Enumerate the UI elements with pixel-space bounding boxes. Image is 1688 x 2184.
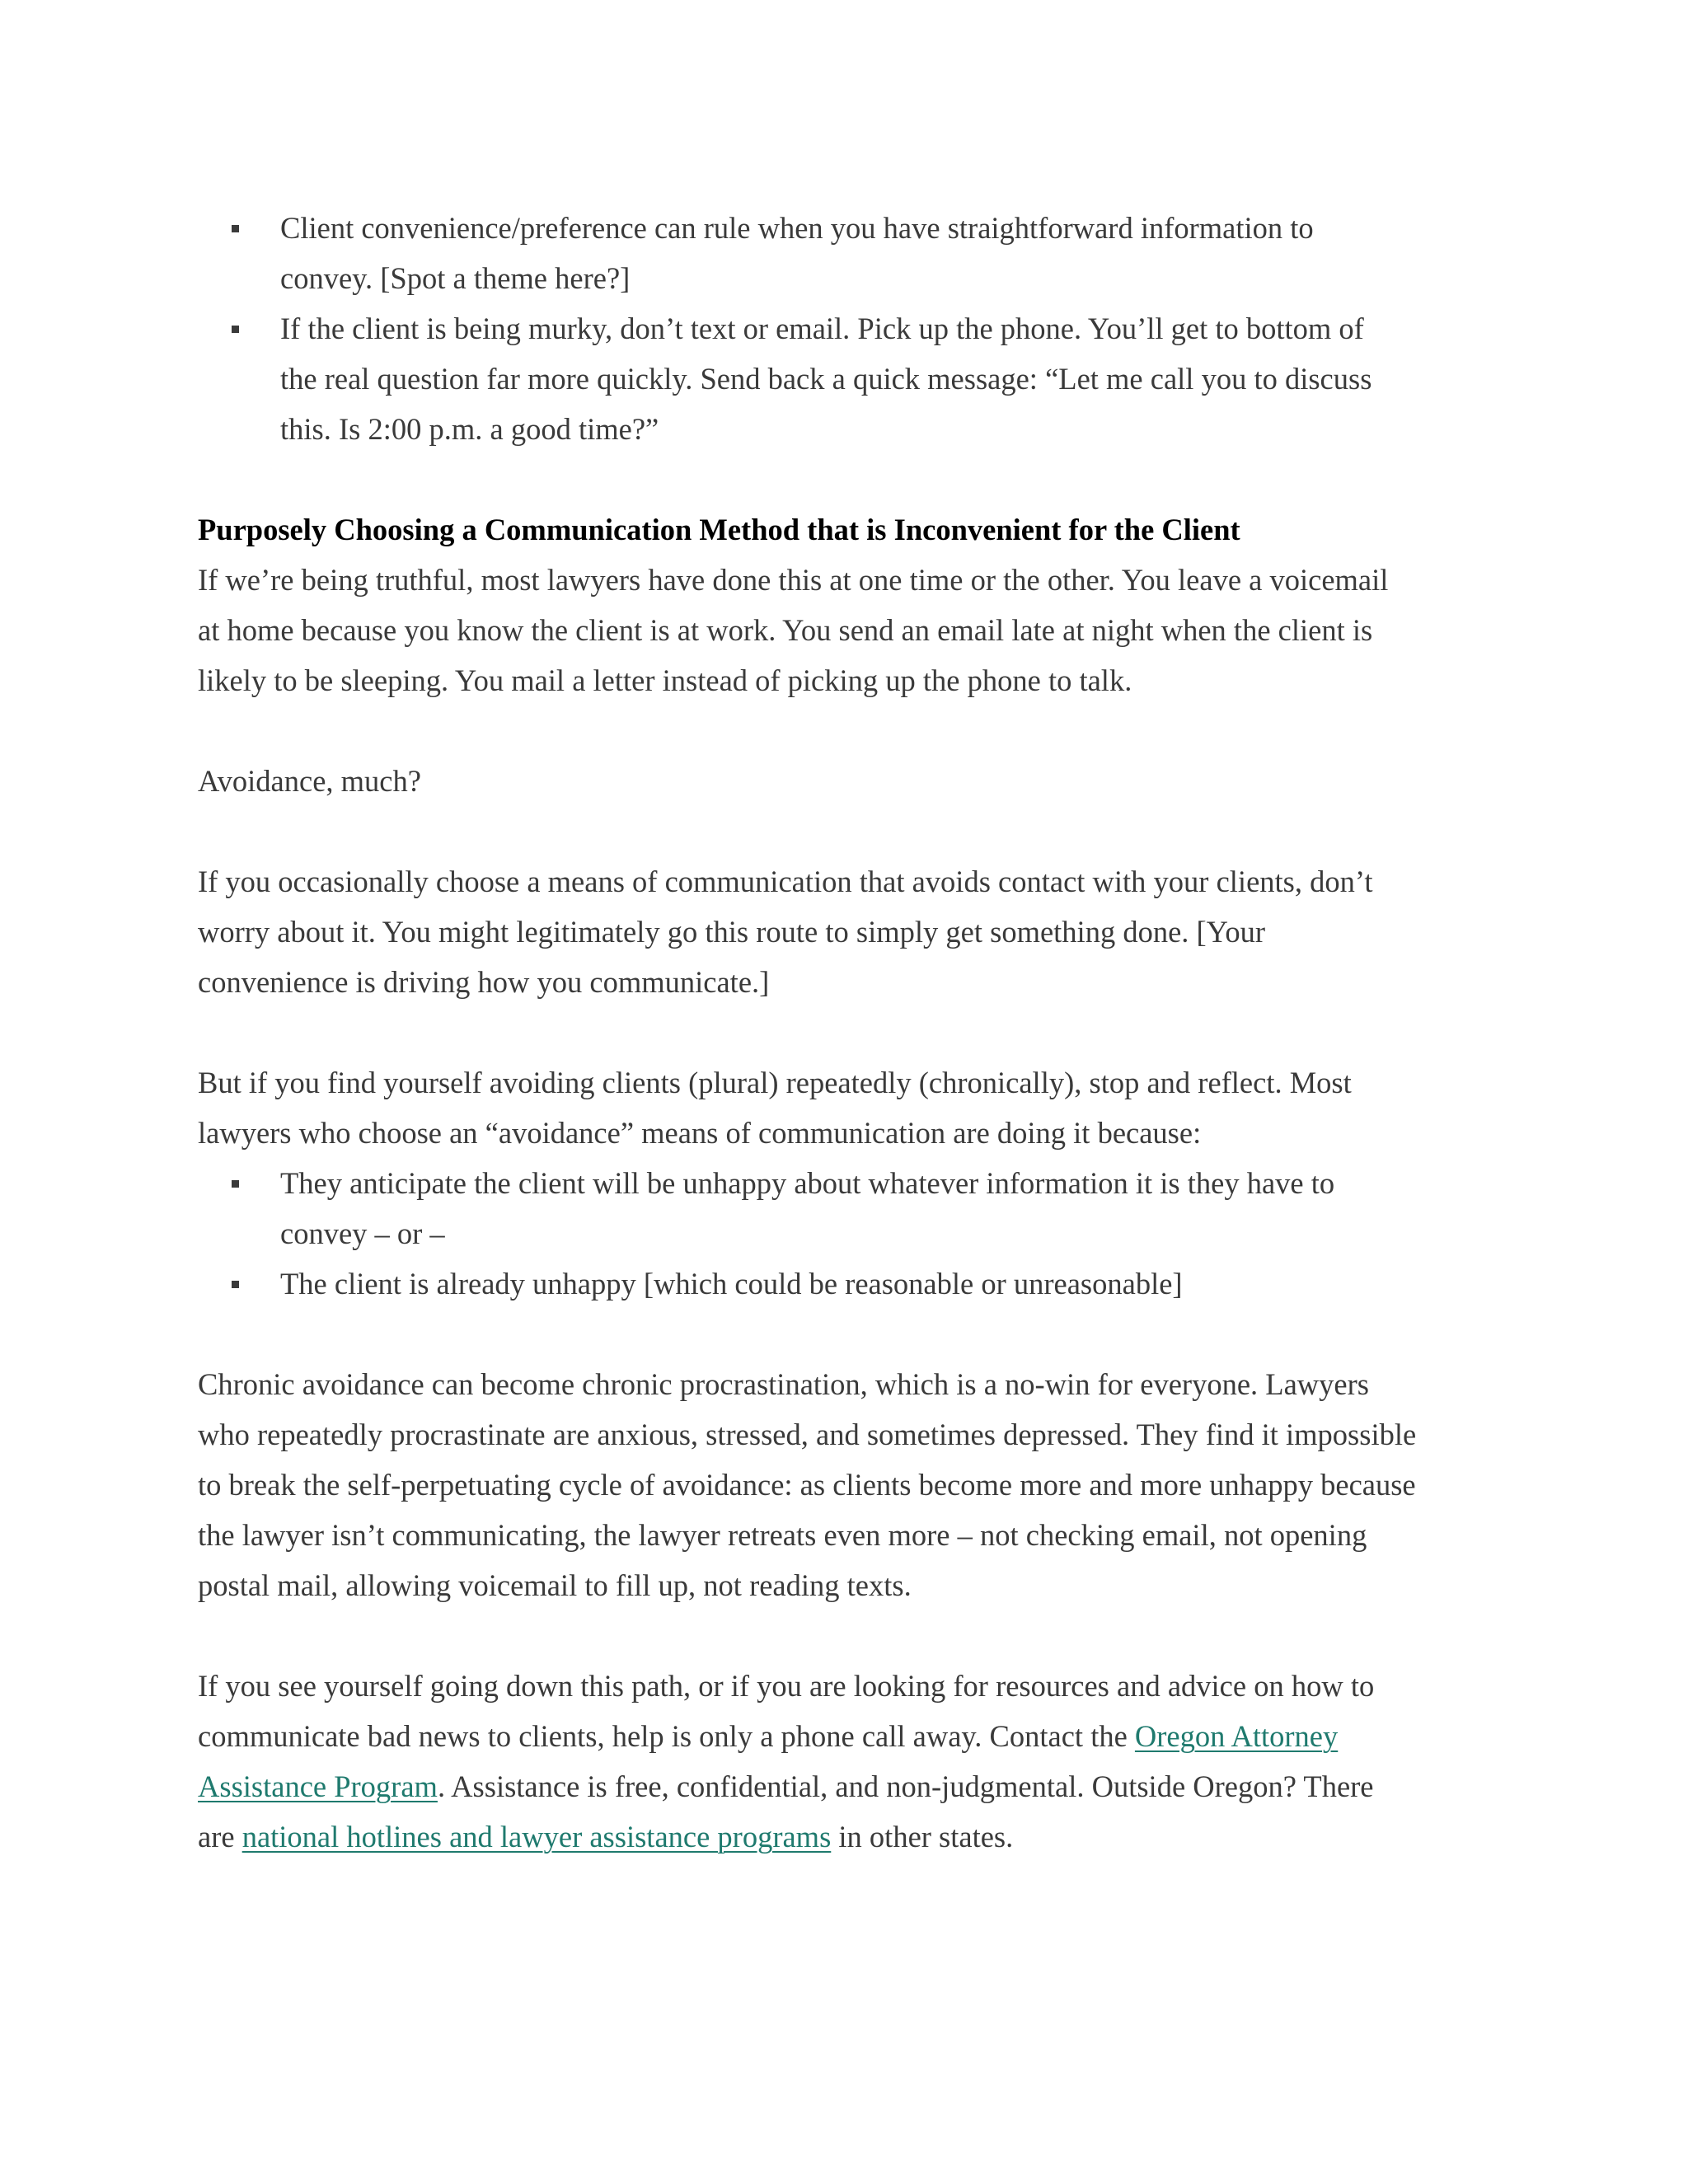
list-item [198,1158,1504,1258]
list-item-line: convey. [Spot a theme here?] [280,261,631,295]
list-item-line: If the client is being murky, don’t text or email. Pick up the phone. You’ll get to bottom of [280,312,1364,345]
paragraph-line: at home because you know the client is at work. You send an email late at night when the client is [198,613,1373,647]
national-hotlines-link[interactable]: national hotlines and lawyer assistance programs [241,1820,832,1854]
paragraph-truthful [198,555,1504,705]
list-item-line: convey – or – [280,1216,445,1250]
section-heading: Purposely Choosing a Communication Method that is Inconvenient for the Client [198,513,1240,546]
paragraph-line [198,1711,1504,1761]
square-bullet-icon [232,1281,239,1288]
paragraph-line: postal mail, allowing voicemail to fill up, not reading texts. [198,1568,912,1602]
oregon-attorney-assistance-program-link-continued[interactable]: Assistance Program [198,1769,438,1803]
list-item [198,1258,1504,1309]
paragraph-line: lawyers who choose an “avoidance” means of communication are doing it because: [198,1116,1202,1150]
paragraph-avoidance: Avoidance, much? [198,764,421,798]
paragraph-occasionally [198,856,1504,1007]
list-item-line: the real question far more quickly. Send back a quick message: “Let me call you to discuss [280,362,1372,396]
paragraph-text: are [198,1820,242,1854]
document-page [198,203,1504,1862]
paragraph-line: Chronic avoidance can become chronic procrastination, which is a no-win for everyone. Lawyers [198,1367,1369,1401]
top-bullet-list [198,203,1504,454]
bottom-bullet-list [198,1158,1504,1309]
paragraph-line: likely to be sleeping. You mail a letter instead of picking up the phone to talk. [198,663,1132,697]
square-bullet-icon [232,225,239,232]
list-item-line: this. Is 2:00 p.m. a good time?” [280,412,659,446]
paragraph-line: If you occasionally choose a means of communication that avoids contact with your clients, don’t [198,865,1373,898]
paragraph-line: to break the self-perpetuating cycle of avoidance: as clients become more and more unhappy because [198,1468,1416,1502]
paragraph-text: . Assistance is free, confidential, and non-judgmental. Outside Oregon? There [437,1769,1374,1803]
list-item-line: The client is already unhappy [which could be reasonable or unreasonable] [280,1267,1183,1301]
paragraph-line: the lawyer isn’t communicating, the lawyer retreats even more – not checking email, not opening [198,1518,1367,1552]
list-item [198,303,1504,454]
paragraph-line [198,1811,1504,1862]
paragraph-line: who repeatedly procrastinate are anxious, stressed, and sometimes depressed. They find it impossible [198,1418,1417,1451]
oregon-attorney-assistance-program-link[interactable]: Oregon Attorney [1134,1719,1339,1753]
list-item [198,203,1504,303]
square-bullet-icon [232,326,239,333]
paragraph-text: communicate bad news to clients, help is only a phone call away. Contact the [198,1719,1135,1753]
list-item-line: Client convenience/preference can rule when you have straightforward information to [280,211,1314,245]
paragraph-line: If you see yourself going down this path, or if you are looking for resources and advice on how to [198,1669,1375,1703]
paragraph-line: worry about it. You might legitimately go this route to simply get something done. [Your [198,915,1266,949]
paragraph-line [198,1761,1504,1811]
paragraph-line: But if you find yourself avoiding clients (plural) repeatedly (chronically), stop and reflect. Most [198,1066,1352,1099]
paragraph-line: convenience is driving how you communicate.] [198,965,770,999]
square-bullet-icon [232,1180,239,1188]
list-item-line: They anticipate the client will be unhappy about whatever information it is they have to [280,1166,1335,1200]
paragraph-procrastination [198,1359,1504,1610]
paragraph-help [198,1661,1504,1862]
paragraph-chronically [198,1057,1504,1158]
paragraph-line: If we’re being truthful, most lawyers have done this at one time or the other. You leave a voicemail [198,563,1389,597]
paragraph-text: in other states. [831,1820,1014,1854]
